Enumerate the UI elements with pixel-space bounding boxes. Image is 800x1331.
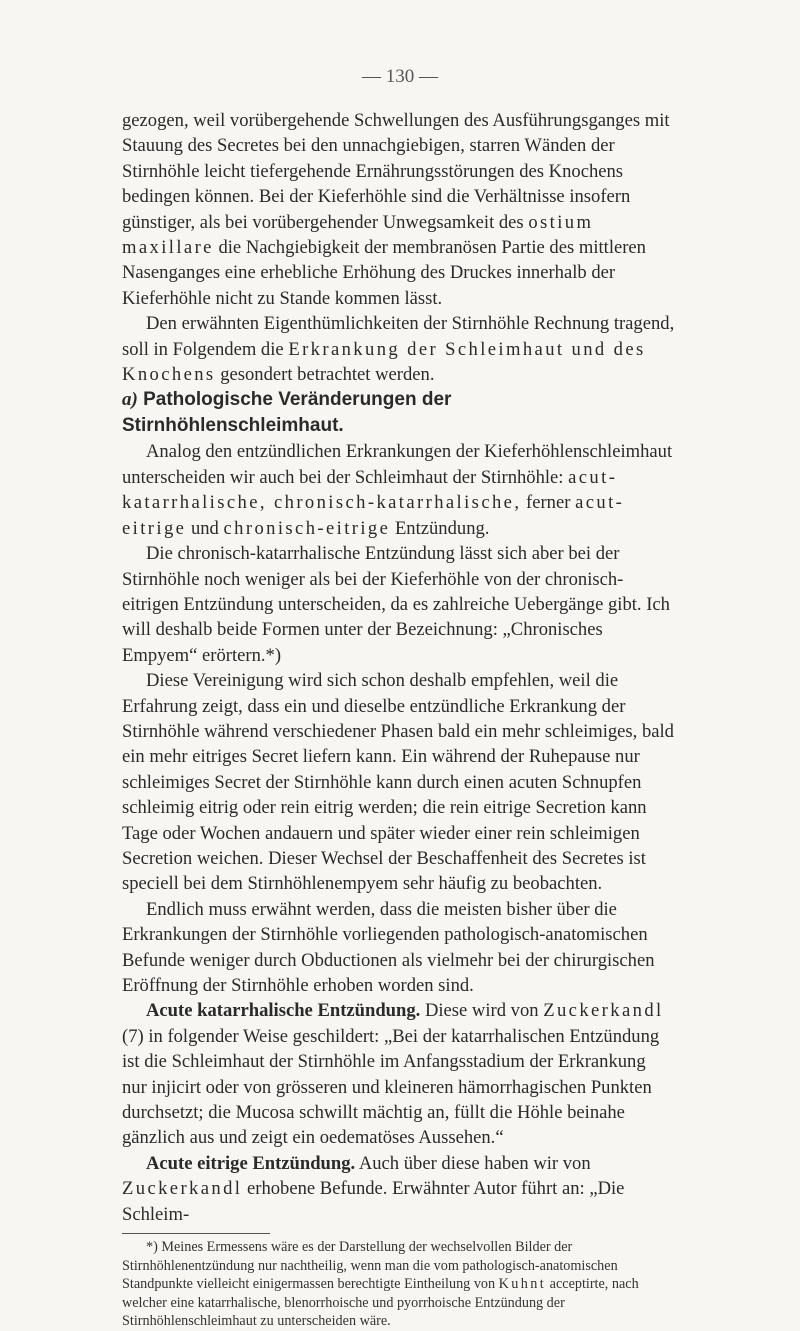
paragraph-2: Den erwähnten Eigenthümlichkeiten der Stirnhöhle Rechnung tragend, soll in Folgendem die Erkrankung der Schleimhaut und des Knochens gesondert betrachtet werden. [122,313,675,386]
paragraph-5: Diese Vereinigung wird sich schon deshalb empfehlen, weil die Erfahrung zeigt, dass ein und dieselbe entzündliche Erkrankung der Stirnhöhle während verschiedener Phasen bald ein mehr schleimiges, bald ein mehr eitriges Secret liefern kann. Ein während der Ruhepause nur schleimiges Secret der Stirnhöhle kann durch einen acuten Schnupfen schleimig eitrig oder rein eitrig werden; die rein eitrige Secretion kann Tage oder Wochen andauern und später wieder einer rein schleimigen Secretion weichen. Dieser Wechsel der Beschaffenheit des Secretes ist speciell bei dem Stirnhöhlenempyem sehr häufig zu beobachten. [122,670,674,895]
section-heading [122,387,675,439]
paragraph-1: gezogen, weil vorübergehende Schwellungen des Ausführungsganges mit Stauung des Secretes bei den unnachgiebigen, starren Wänden der Stirnhöhle leicht tiefergehende Ernährungsstörungen des Knochens bedingen können. Bei der Kieferhöhle sind die Verhältnisse insofern günstiger, als bei vorübergehender Unwegsamkeit des ostium maxillare die Nachgiebigkeit der membranösen Partie des mittleren Nasenganges eine erhebliche Erhöhung des Druckes innerhalb der Kieferhöhle nicht zu Stande kommen lässt. [122,110,670,309]
section-letter: a) [122,389,138,411]
bold-lead: Acute katarrhalische Entzündung. [146,1000,421,1022]
spaced-term: ostium maxillare [122,211,594,259]
spaced-term: acut-eitrige [122,492,625,539]
paragraph-3: Analog den entzündlichen Erkrankungen der Kieferhöhlenschleimhaut unterscheiden wir auch bei der Schleimhaut der Stirnhöhle: acut-katarrhalische, chronisch-katarrhalische, ferner acut-eitrige und chronisch-eitrige Entzündung. [122,441,673,539]
author-name: Kuhnt [498,1276,547,1293]
spaced-term: acut-katarrhalische, chronisch-katarrhalische, [122,466,618,514]
bold-lead: Acute eitrige Entzündung. [146,1152,356,1174]
footnote-rule [122,1233,270,1234]
spaced-term: chronisch-eitrige [223,517,391,539]
author-name: Zuckerkandl [543,1000,664,1022]
paragraph-7: Acute katarrhalische Entzündung. Diese wird von Zuckerkandl (7) in folgender Weise geschildert: „Bei der katarrhalischen Entzündung ist die Schleimhaut der Stirnhöhle im Anfangsstadium der Erkrankung nur injicirt oder von grösseren und kleineren hämorrhagischen Punkten durchsetzt; die Mucosa schwillt mächtig an, füllt die Höhle beinahe gänzlich aus und zeigt ein oedematöses Aussehen.“ [122,1000,664,1149]
section-title: Pathologische Veränderungen der Stirnhöhlenschleimhaut. [122,389,452,437]
paragraph-8: Acute eitrige Entzündung. Auch über diese haben wir von Zuckerkandl erhobene Befunde. Erwähnter Autor führt an: „Die Schleim- [122,1152,625,1225]
page-number: — 130 — [362,66,438,87]
paragraph-6: Endlich muss erwähnt werden, dass die meisten bisher über die Erkrankungen der Stirnhöhle vorliegenden pathologisch-anatomischen Befunde weniger durch Obductionen als vielmehr bei der chirurgischen Eröffnung der Stirnhöhle erhoben worden sind. [122,898,655,996]
footnote: *) Meines Ermessens wäre es der Darstellung der wechselvollen Bilder der Stirnhöhlenentzündung nur nachtheilig, wenn man die vom pathologisch-anatomischen Standpunkte vielleicht einigermassen berechtigte Eintheilung von Kuhnt acceptirte, nach welcher eine katarrhalische, blenorrhoische und pyorrhoische Entzündung der Stirnhöhlenschleimhaut zu unterscheiden wäre. [122,1239,639,1330]
spaced-term: Erkrankung der Schleimhaut und des Knochens [122,338,646,386]
page-body [122,108,675,1331]
paragraph-4: Die chronisch-katarrhalische Entzündung lässt sich aber bei der Stirnhöhle noch weniger als bei der Kieferhöhle von der chronisch-eitrigen Entzündung unterscheiden, da es zahlreiche Uebergänge gibt. Ich will deshalb beide Formen unter der Bezeichnung: „Chronisches Empyem“ erörtern.*) [122,543,670,666]
author-name: Zuckerkandl [122,1178,243,1200]
